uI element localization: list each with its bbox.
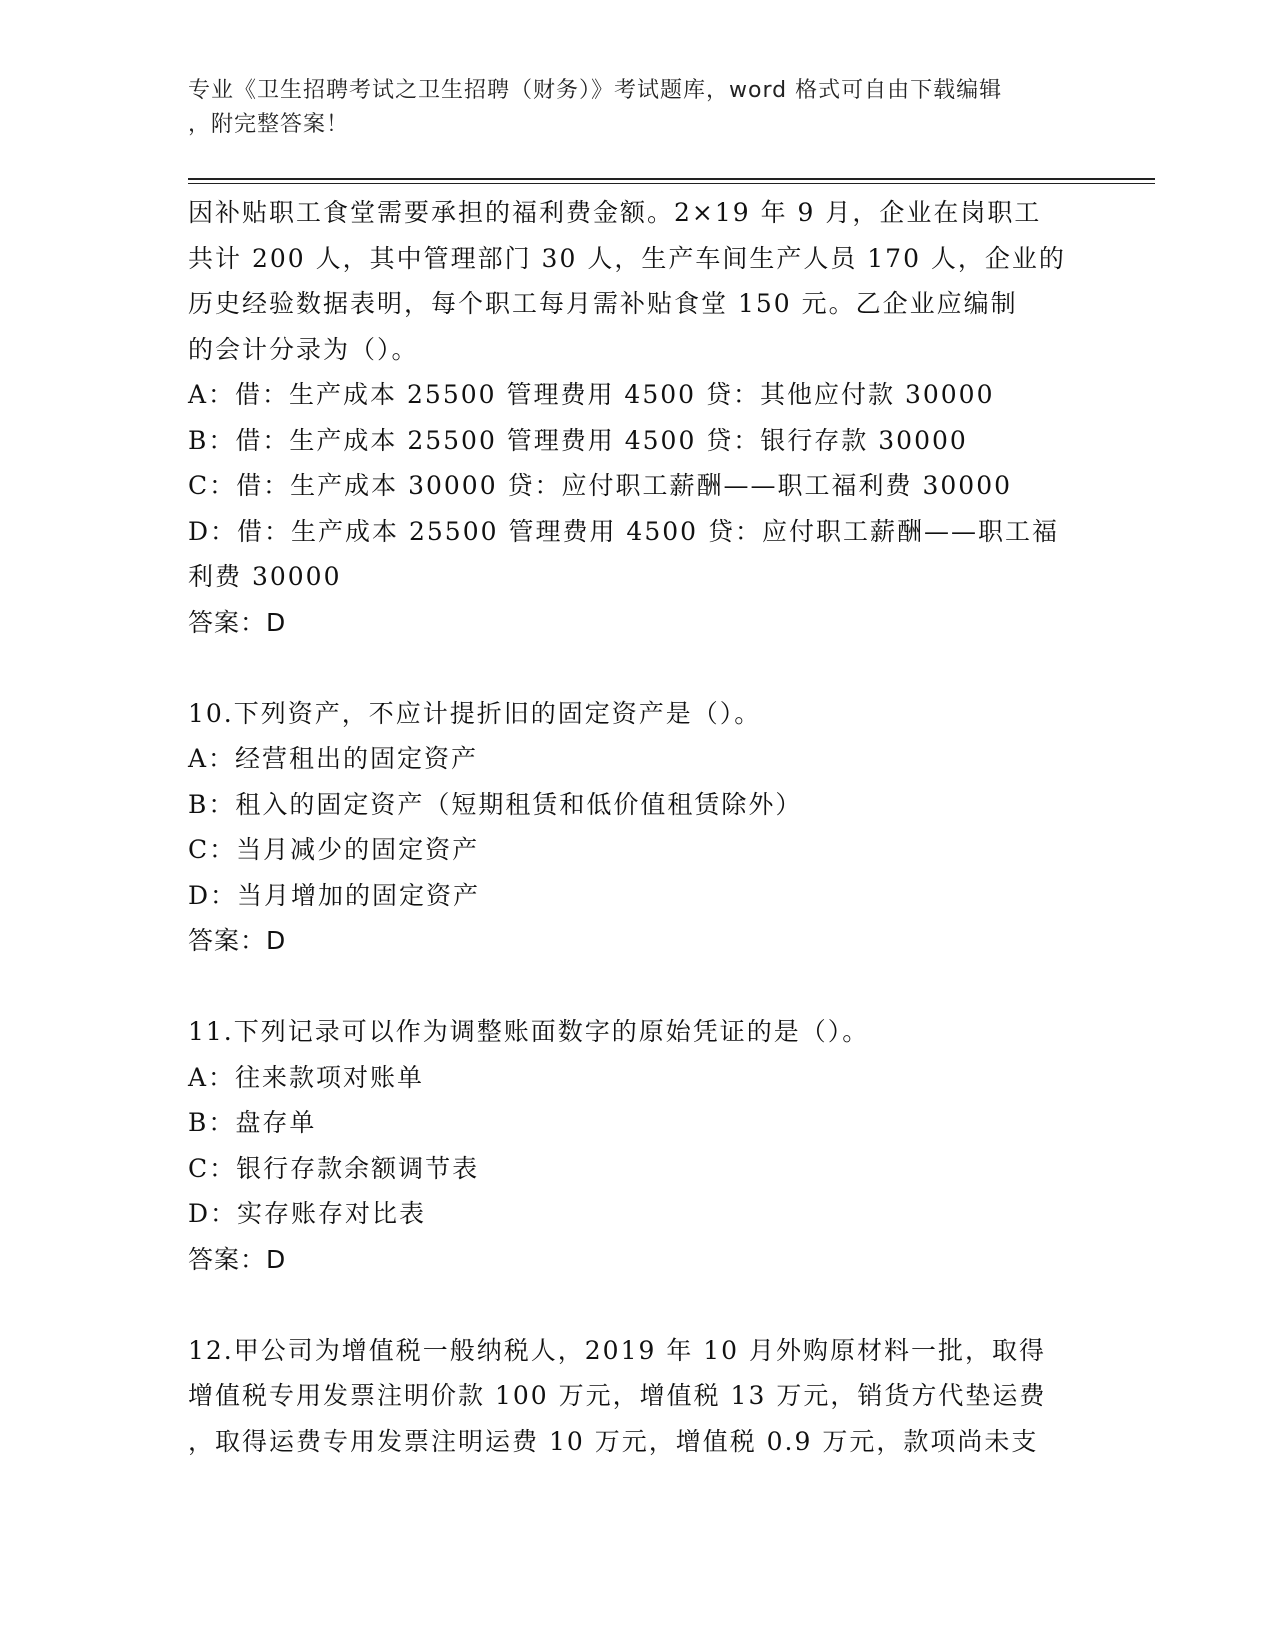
question-stem-line: ，取得运费专用发票注明运费 10 万元，增值税 0.9 万元，款项尚未支 xyxy=(188,1426,1039,1456)
option-a: A：经营租出的固定资产 xyxy=(188,744,479,773)
option-c: C：当月减少的固定资产 xyxy=(188,835,480,864)
header-rule-thick xyxy=(188,178,1155,180)
option-c: C：借：生产成本 30000 贷：应付职工薪酬——职工福利费 30000 xyxy=(188,471,1013,500)
document-body xyxy=(188,190,1088,1464)
question-stem-line: 12.甲公司为增值税一般纳税人，2019 年 10 月外购原材料一批，取得 xyxy=(188,1335,1047,1365)
question-stem-line: 增值税专用发票注明价款 100 万元，增值税 13 万元，销货方代垫运费 xyxy=(188,1381,1047,1410)
spacer xyxy=(188,645,1088,691)
header-rule-thin xyxy=(188,183,1155,184)
question-stem-line: 11.下列记录可以作为调整账面数字的原始凭证的是（）。 xyxy=(188,1017,870,1046)
question-stem-line: 因补贴职工食堂需要承担的福利费金额。2×19 年 9 月，企业在岗职工 xyxy=(188,198,1042,227)
option-d: D：借：生产成本 25500 管理费用 4500 贷：应付职工薪酬——职工福 xyxy=(188,516,1059,546)
header-line-2: ，附完整答案！ xyxy=(188,112,350,137)
header-line-1: 专业《卫生招聘考试之卫生招聘（财务）》考试题库，word 格式可自由下载编辑 xyxy=(188,78,1003,103)
option-a: A：往来款项对账单 xyxy=(188,1062,425,1092)
option-b: B：借：生产成本 25500 管理费用 4500 贷：银行存款 30000 xyxy=(188,425,968,455)
question-12 xyxy=(188,1328,1088,1465)
question-stem-line: 共计 200 人，其中管理部门 30 人，生产车间生产人员 170 人，企业的 xyxy=(188,243,1066,273)
question-11 xyxy=(188,1009,1088,1282)
question-stem-line: 10.下列资产，不应计提折旧的固定资产是（）。 xyxy=(188,698,762,728)
option-c: C：银行存款余额调节表 xyxy=(188,1153,480,1183)
answer-line: 答案：D xyxy=(188,607,287,637)
answer-line: 答案：D xyxy=(188,926,287,955)
spacer xyxy=(188,964,1088,1010)
spacer xyxy=(188,1282,1088,1328)
question-stem-line: 的会计分录为（）。 xyxy=(188,334,419,364)
option-d: D：当月增加的固定资产 xyxy=(188,880,481,910)
option-b: B：租入的固定资产（短期租赁和低价值租赁除外） xyxy=(188,789,803,819)
question-stem-line: 历史经验数据表明，每个职工每月需补贴食堂 150 元。乙企业应编制 xyxy=(188,289,1018,318)
option-d-continued: 利费 30000 xyxy=(188,562,342,591)
question-9 xyxy=(188,190,1088,645)
answer-line: 答案：D xyxy=(188,1244,287,1274)
option-d: D：实存账存对比表 xyxy=(188,1199,427,1228)
question-10 xyxy=(188,691,1088,964)
option-a: A：借：生产成本 25500 管理费用 4500 贷：其他应付款 30000 xyxy=(188,380,995,409)
option-b: B：盘存单 xyxy=(188,1108,317,1137)
document-header xyxy=(188,74,1088,142)
